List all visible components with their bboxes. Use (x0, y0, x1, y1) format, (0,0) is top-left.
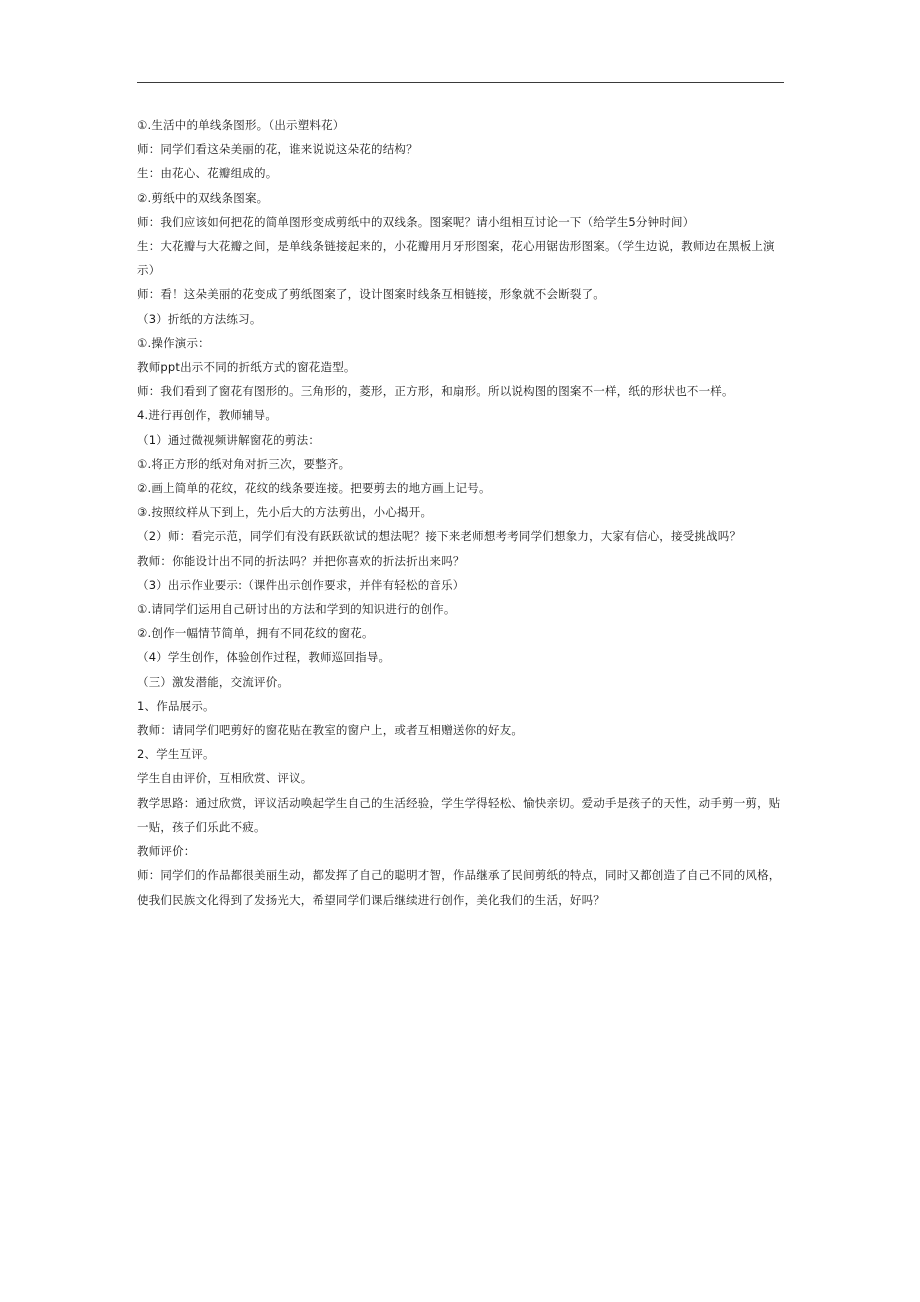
paragraph: （1）通过微视频讲解窗花的剪法： (137, 432, 321, 447)
paragraph: ①.生活中的单线条图形。（出示塑料花） (137, 118, 345, 132)
paragraph: 4.进行再创作，教师辅导。 (137, 408, 278, 423)
paragraph: 师：同学们的作品都很美丽生动，都发挥了自己的聪明才智，作品继承了民间剪纸的特点，同时又都创造了自己不同的风格，使我们民族文化得到了发扬光大，希望同学们课后继续进行创作，美化我们的生活，好吗？ (137, 868, 781, 907)
paragraph: 教师：你能设计出不同的折法吗？并把你喜欢的折法折出来吗？ (137, 553, 465, 568)
paragraph: ①.请同学们运用自己研讨出的方法和学到的知识进行的创作。 (137, 602, 456, 617)
paragraph: ①.操作演示： (137, 335, 210, 350)
paragraph: 师：看！这朵美丽的花变成了剪纸图案了，设计图案时线条互相链接，形象就不会断裂了。 (137, 287, 605, 302)
paragraph: ①.将正方形的纸对角对折三次，要整齐。 (137, 456, 351, 471)
paragraph: （3）折纸的方法练习。 (137, 311, 262, 326)
paragraph: 学生自由评价，互相欣赏、评议。 (137, 771, 313, 786)
header-rule (137, 82, 784, 83)
paragraph: 教师：请同学们吧剪好的窗花贴在教室的窗户上，或者互相赠送你的好友。 (137, 723, 524, 738)
paragraph: 教师评价： (137, 844, 196, 859)
paragraph: 生：由花心、花瓣组成的。 (137, 166, 278, 181)
paragraph: 1、作品展示。 (137, 698, 215, 713)
paragraph: （2）师：看完示范，同学们有没有跃跃欲试的想法呢？接下来老师想考考同学们想象力，大家有信心，接受挑战吗？ (137, 529, 742, 544)
paragraph: ②.创作一幅情节简单，拥有不同花纹的窗花。 (137, 626, 374, 641)
paragraph: 教学思路：通过欣赏，评议活动唤起学生自己的生活经验，学生学得轻松、愉快亲切。爱动手是孩子的天性，动手剪一剪，贴一贴，孩子们乐此不疲。 (137, 795, 781, 834)
paragraph: 师：我们应该如何把花的简单图形变成剪纸中的双线条。图案呢？请小组相互讨论一下（给学生5分钟时间） (137, 214, 695, 229)
paragraph: ②.剪纸中的双线条图案。 (137, 190, 269, 205)
paragraph: 师：我们看到了窗花有图形的。三角形的，菱形，正方形，和扇形。所以说构图的图案不一样，纸的形状也不一样。 (137, 384, 734, 399)
paragraph: 生：大花瓣与大花瓣之间，是单线条链接起来的，小花瓣用月牙形图案，花心用锯齿形图案。（学生边说，教师边在黑板上演示） (137, 239, 775, 278)
paragraph: 师：同学们看这朵美丽的花，谁来说说这朵花的结构？ (137, 142, 418, 157)
paragraph: （4）学生创作，体验创作过程，教师巡回指导。 (137, 650, 391, 665)
paragraph: （三）激发潜能，交流评价。 (137, 674, 290, 689)
paragraph: 教师ppt出示不同的折纸方式的窗花造型。 (137, 360, 356, 375)
paragraph: （3）出示作业要示:（课件出示创作要求，并伴有轻松的音乐） (137, 577, 465, 592)
paragraph: ②.画上简单的花纹，花纹的线条要连接。把要剪去的地方画上记号。 (137, 481, 491, 496)
paragraph: 2、学生互评。 (137, 747, 215, 762)
document-body (137, 113, 785, 912)
paragraph: ③.按照纹样从下到上，先小后大的方法剪出，小心揭开。 (137, 505, 433, 520)
